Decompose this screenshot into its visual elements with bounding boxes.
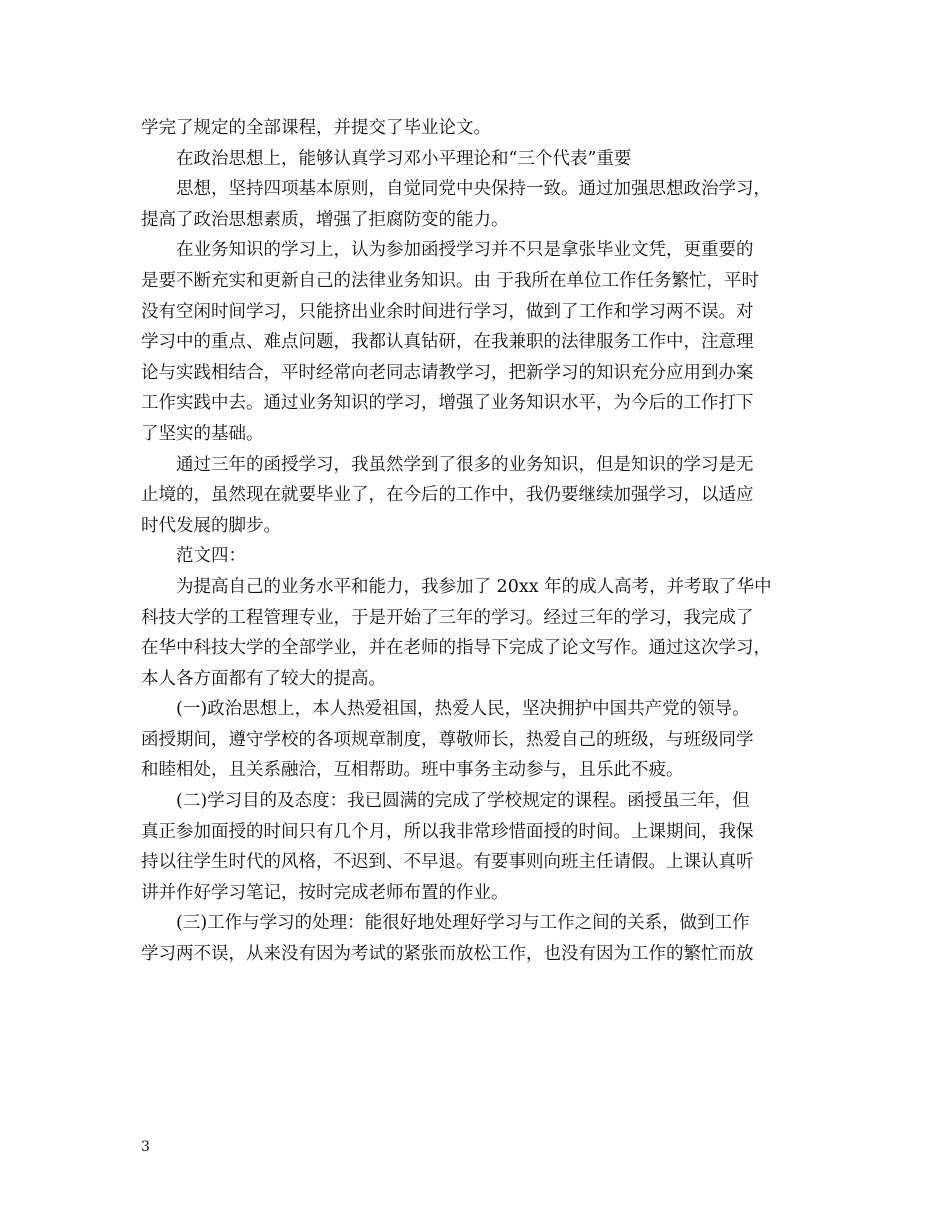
document-body: [141, 113, 821, 970]
text-line: 工作实践中去。通过业务知识的学习，增强了业务知识水平，为今后的工作打下: [141, 393, 754, 414]
paragraph: [141, 694, 821, 786]
text-line: 没有空闲时间学习，只能挤出业余时间进行学习，做到了工作和学习两不误。对: [141, 301, 754, 322]
paragraph: [141, 235, 821, 449]
text-line: 是要不断充实和更新自己的法律业务知识。由 于我所在单位工作任务繁忙，平时: [141, 270, 760, 291]
paragraph: [141, 174, 821, 235]
text-line: 真正参加面授的时间只有几个月，所以我非常珍惜面授的时间。上课期间，我保: [141, 821, 754, 842]
text-line: 在政治思想上，能够认真学习邓小平理论和“三个代表”重要: [176, 148, 632, 169]
text-line: 本人各方面都有了较大的提高。: [141, 668, 386, 689]
text-line: 在华中科技大学的全部学业，并在老师的指导下完成了论文写作。通过这次学习，: [141, 638, 771, 659]
text-line: 止境的，虽然现在就要毕业了，在今后的工作中，我仍要继续加强学习，以适应: [141, 485, 754, 506]
text-line: 论与实践相结合，平时经常向老同志请教学习，把新学习的知识充分应用到办案: [141, 362, 754, 383]
text-line: 提高了政治思想素质，增强了拒腐防变的能力。: [141, 209, 509, 230]
text-line: 科技大学的工程管理专业，于是开始了三年的学习。经过三年的学习，我完成了: [141, 607, 754, 628]
text-line: 为提高自己的业务水平和能力，我参加了 20xx 年的成人高考，并考取了华中: [176, 576, 772, 597]
paragraph: [141, 144, 821, 175]
text-line: 范文四：: [176, 546, 246, 567]
text-line: 时代发展的脚步。: [141, 515, 281, 536]
text-line: 函授期间，遵守学校的各项规章制度，尊敬师长，热爱自己的班级，与班级同学: [141, 729, 754, 750]
text-line: (二)学习目的及态度：我已圆满的完成了学校规定的课程。函授虽三年，但: [176, 791, 750, 812]
page-number: 3: [141, 1139, 150, 1155]
text-line: 学习两不误，从来没有因为考试的紧张而放松工作，也没有因为工作的繁忙而放: [141, 944, 754, 965]
text-line: 学习中的重点、难点问题，我都认真钻研，在我兼职的法律服务工作中，注意理: [141, 332, 754, 353]
text-line: 思想，坚持四项基本原则，自觉同党中央保持一致。通过加强思想政治学习，: [176, 179, 771, 200]
text-line: 学完了规定的全部课程，并提交了毕业论文。: [141, 118, 491, 138]
text-line: (一)政治思想上，本人热爱祖国，热爱人民，坚决拥护中国共产党的领导。: [176, 699, 750, 720]
paragraph-list: [141, 113, 821, 970]
text-line: 和睦相处，且关系融洽，互相帮助。班中事务主动参与，且乐此不疲。: [141, 760, 684, 781]
paragraph: [141, 572, 821, 694]
paragraph: [141, 113, 821, 144]
text-line: 了坚实的基础。: [141, 423, 264, 444]
text-line: 讲并作好学习笔记，按时完成老师布置的作业。: [141, 882, 509, 903]
text-line: 持以往学生时代的风格，不迟到、不早退。有要事则向班主任请假。上课认真听: [141, 852, 754, 873]
paragraph: [141, 786, 821, 908]
paragraph: [141, 541, 821, 572]
text-line: 通过三年的函授学习，我虽然学到了很多的业务知识，但是知识的学习是无: [176, 454, 754, 475]
paragraph: [141, 908, 821, 969]
text-line: 在业务知识的学习上，认为参加函授学习并不只是拿张毕业文凭，更重要的: [176, 240, 754, 261]
paragraph: [141, 450, 821, 542]
text-line: (三)工作与学习的处理：能很好地处理好学习与工作之间的关系，做到工作: [176, 913, 750, 934]
